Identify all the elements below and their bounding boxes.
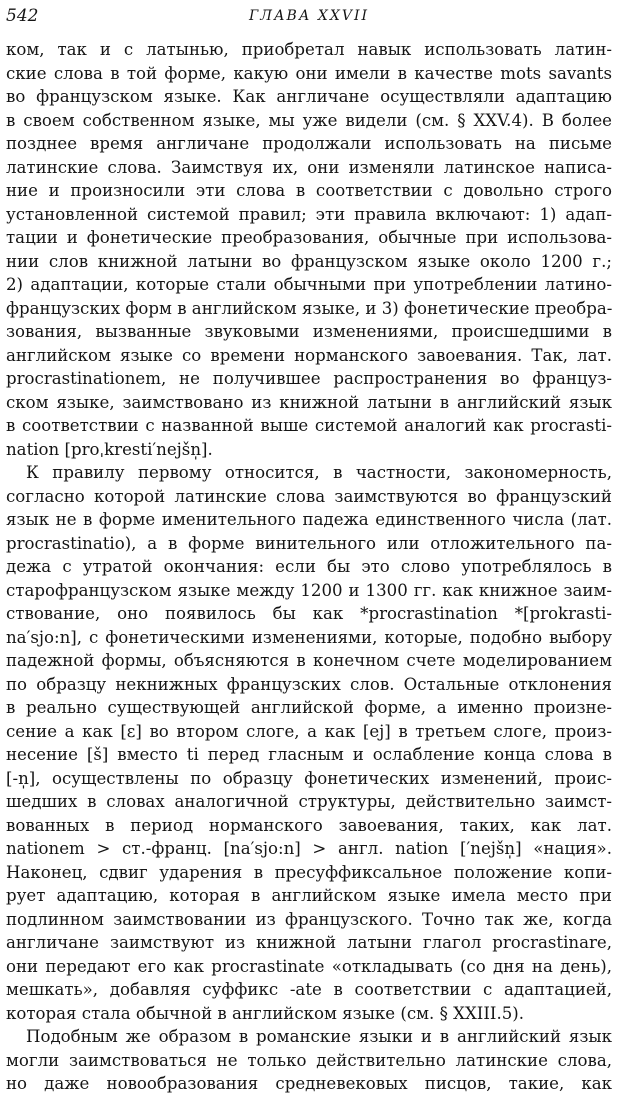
text-line: установленной системой правил; эти правила включают: 1) адап-	[6, 204, 612, 224]
text-line: согласно которой латинские слова заимствуются во французский	[6, 486, 612, 506]
paragraph	[6, 1025, 612, 1096]
page-header	[6, 4, 612, 28]
text-line: в соответствии с названной выше системой аналогий как procrastі-	[6, 416, 612, 435]
text-line: 2) адаптации, которые стали обычными при употреблении латино-	[6, 275, 612, 294]
text-line: шедших в словах аналогичной структуры, действительно заимст-	[6, 792, 612, 811]
text-line: сение a как [ε] во втором слоге, a как [ej] в третьем слоге, произ-	[6, 721, 612, 741]
text-line: ком, так и с латынью, приобретал навык использовать латин-	[6, 40, 612, 59]
body-text	[6, 38, 612, 1096]
text-line: в своем собственном языке, мы уже видели (см. § XXV.4). В более	[6, 110, 612, 130]
text-line: nation [proˌkresti′nejšn̩].	[6, 439, 213, 459]
text-line: но даже новообразования средневековых писцов, такие, как	[6, 1074, 612, 1093]
text-line: мешкать», добавляя суффикс -ate в соответствии с адаптацией,	[6, 980, 612, 999]
text-line: в реально существующей английской форме, а именно произне-	[6, 698, 612, 717]
text-line: они передают его как procrastinate «откладывать (со дня на день),	[6, 956, 612, 976]
text-line: ские слова в той форме, какую они имели в качестве mots savants	[6, 63, 612, 83]
text-line: английском языке со времени норманского завоевания. Так, лат.	[6, 345, 612, 365]
text-line: [-n̩], осуществлены по образцу фонетических изменений, проис-	[6, 768, 612, 788]
text-line: тации и фонетические преобразования, обычные при использова-	[6, 228, 612, 247]
text-line: К правилу первому относится, в частности, закономерность,	[26, 463, 612, 482]
text-line: Подобным же образом в романские языки и в английский язык	[26, 1027, 612, 1046]
text-line: латинские слова. Заимствуя их, они изменяли латинское написа-	[6, 157, 612, 177]
text-line: позднее время англичане продолжали использовать на письме	[6, 134, 612, 153]
text-line: нии слов книжной латыни во французском языке около 1200 г.;	[6, 251, 612, 271]
text-line: procrastinatio), а в форме винительного или отложительного па-	[6, 533, 612, 553]
text-line: язык не в форме именительного падежа единственного числа (лат.	[6, 510, 612, 529]
text-line: англичане заимствуют из книжной латыни глагол procrastinare,	[6, 933, 612, 952]
text-line: могли заимствоваться не только действительно латинские слова,	[6, 1050, 612, 1070]
text-line: рует адаптацию, которая в английском языке имела место при	[6, 886, 612, 905]
text-line: по образцу некнижных французских слов. Остальные отклонения	[6, 674, 612, 694]
text-line: ние и произносили эти слова в соответствии с довольно строго	[6, 181, 612, 200]
text-line: nationem > ст.-франц. [na′sjo:n] > англ. nation [′nejšn̩] «нация».	[6, 839, 612, 858]
paragraph	[6, 38, 612, 461]
text-line: procrastinationem, не получившее распространения во француз-	[6, 369, 612, 388]
text-line: дежа с утратой окончания: если бы это слово употреблялось в	[6, 557, 612, 576]
text-line: старофранцузском языке между 1200 и 1300 гг. как книжное заим-	[6, 580, 612, 600]
text-line: зования, вызванные звуковыми изменениями, происшедшими в	[6, 322, 612, 341]
text-line: подлинном заимствовании из французского. Точно так же, когда	[6, 909, 612, 929]
page-number: 542	[6, 6, 39, 26]
text-line: ствование, оно появилось бы как *procrastination *[prokrasti-	[6, 604, 612, 623]
text-line: французских форм в английском языке, и 3) фонетические преобра-	[6, 298, 612, 318]
running-head: ГЛАВА XXVII	[249, 8, 369, 24]
text-line: вованных в период норманского завоевания, таких, как лат.	[6, 815, 612, 835]
text-line: падежной формы, объясняются в конечном счете моделированием	[6, 651, 612, 670]
text-line: na′sjo:n], с фонетическими изменениями, которые, подобно выбору	[6, 627, 612, 647]
paragraph	[6, 461, 612, 1025]
text-line: которая стала обычной в английском языке (см. § XXIII.5).	[6, 1003, 525, 1023]
text-line: Наконец, сдвиг ударения в пресуффиксальное положение копи-	[6, 862, 612, 882]
text-line: несение [š] вместо ti перед гласным и ослабление конца слова в	[6, 745, 612, 764]
text-line: ском языке, заимствовано из книжной латыни в английский язык	[6, 392, 612, 412]
text-line: во французском языке. Как англичане осуществляли адаптацию	[6, 87, 612, 106]
